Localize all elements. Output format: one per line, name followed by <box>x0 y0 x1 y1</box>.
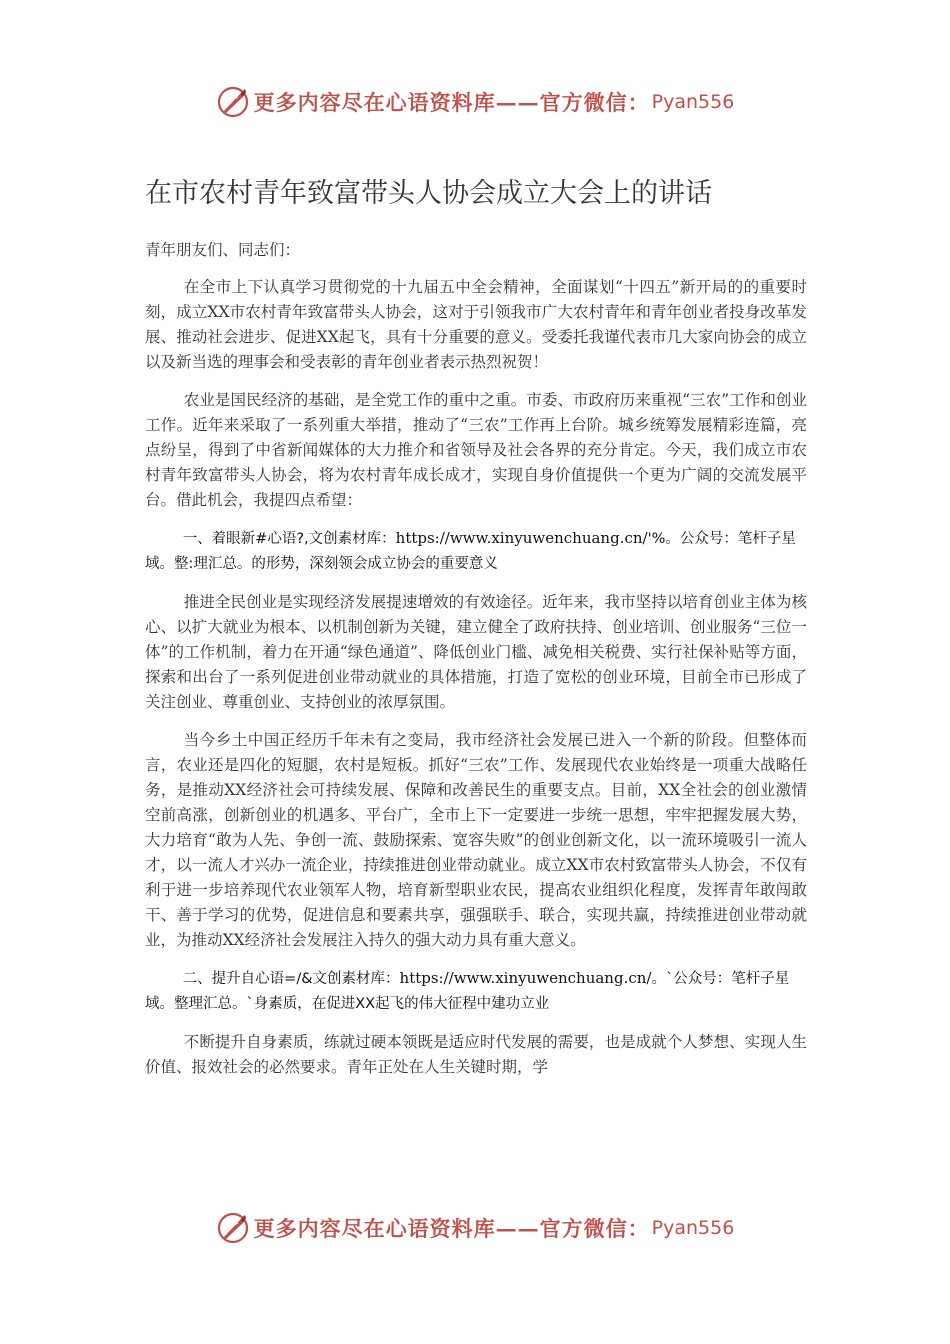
footer-watermark-banner <box>0 1208 950 1248</box>
banner-text: 更多内容尽在心语资料库——官方微信： <box>253 1216 650 1241</box>
paragraph: 推进全民创业是实现经济发展提速增效的有效途径。近年来，我市坚持以培育创业主体为核心、以扩大就业为根本、以机制创新为关键，建立健全了政府扶持、创业培训、创业服务“三位一体”的工作机制，着力在开通“绿色通道”、降低创业门槛、减免相关税费、实行社保补贴等方面，探索和出台了一系列促进创业带动就业的具体措施，打造了宽松的创业环境，目前全市已形成了关注创业、尊重创业、支持创业的浓厚氛围。 <box>145 593 807 711</box>
header-watermark-banner <box>0 82 950 122</box>
paragraph: 农业是国民经济的基础，是全党工作的重中之重。市委、市政府历来重视“三农”工作和创业工作。近年来采取了一系列重大举措，推动了“三农”工作再上台阶。城乡统筹发展精彩连篇，亮点纷呈，得到了中省新闻媒体的大力推介和省领导及社会各界的充分肯定。今天，我们成立市农村青年致富带头人协会，将为农村青年成长成才，实现自身价值提供一个更为广阔的交流发展平台。借此机会，我提四点希望： <box>145 391 807 509</box>
banner-wechat-id: Pyan556 <box>651 91 735 113</box>
heading-text: 。`公众号：笔杆子星域。整理汇总。`身素质，在促进XX起飞的伟大征程中建功立业 <box>145 971 790 1012</box>
document-title: 在市农村青年致富带头人协会成立大会上的讲话 <box>145 178 712 209</box>
paragraph: 不断提升自身素质，练就过硬本领既是适应时代发展的需要，也是成就个人梦想、实现人生价值、报效社会的必然要求。青年正处在人生关键时期，学 <box>145 1033 807 1076</box>
heading-text: 二、提升自心语=/&文创素材库： <box>182 971 400 987</box>
greeting: 青年朋友们、同志们： <box>145 241 301 259</box>
heading-text: 一、着眼新#心语?,文创素材库： <box>182 531 396 547</box>
heading-text: '%。公众号：笔杆子星域。整:理汇总。的形势，深刻领会成立协会的重要意义 <box>145 531 796 572</box>
banner-text: 更多内容尽在心语资料库——官方微信： <box>253 90 650 115</box>
paragraph: 在全市上下认真学习贯彻党的十九届五中全会精神，全面谋划“十四五”新开局的的重要时刻，成立XX市农村青年致富带头人协会，这对于引领我市广大农村青年和青年创业者投身改革发展、推动社会进步、促进XX起飞，具有十分重要的意义。受委托我谨代表市几大家向协会的成立以及新当选的理事会和受表彰的青年创业者表示热烈祝贺！ <box>145 278 807 371</box>
heading-url: https://www.xinyuwenchuang.cn/ <box>395 529 648 547</box>
heading-url: https://www.xinyuwenchuang.cn/ <box>399 969 652 987</box>
section-heading-1 <box>145 526 807 577</box>
paragraph: 当今乡土中国正经历千年未有之变局，我市经济社会发展已进入一个新的阶段。但整体而言，农业还是四化的短腿，农村是短板。抓好“三农”工作、发展现代农业始终是一项重大战略任务，是推动XX经济社会可持续发展、保障和改善民生的重要支点。目前，XX全社会的创业激情空前高涨，创新创业的机遇多、平台广，全市上下一定要进一步统一思想，牢牢把握发展大势，大力培育“敢为人先、争创一流、鼓励探索、宽容失败”的创业创新文化，以一流环境吸引一流人才，以一流人才兴办一流企业，持续推进创业带动就业。成立XX市农村致富带头人协会，不仅有利于进一步培养现代农业领军人物，培育新型职业农民，提高农业组织化程度，发挥青年敢闯敢干、善于学习的优势，促进信息和要素共享，强强联手、联合，实现共赢，持续推进创业带动就业，为推动XX经济社会发展注入持久的强大动力具有重大意义。 <box>145 731 807 949</box>
quill-pen-logo-icon <box>216 1211 250 1245</box>
document-body <box>145 172 807 1093</box>
quill-pen-logo-icon <box>216 85 250 119</box>
section-heading-2 <box>145 966 807 1017</box>
banner-wechat-id: Pyan556 <box>651 1217 735 1239</box>
